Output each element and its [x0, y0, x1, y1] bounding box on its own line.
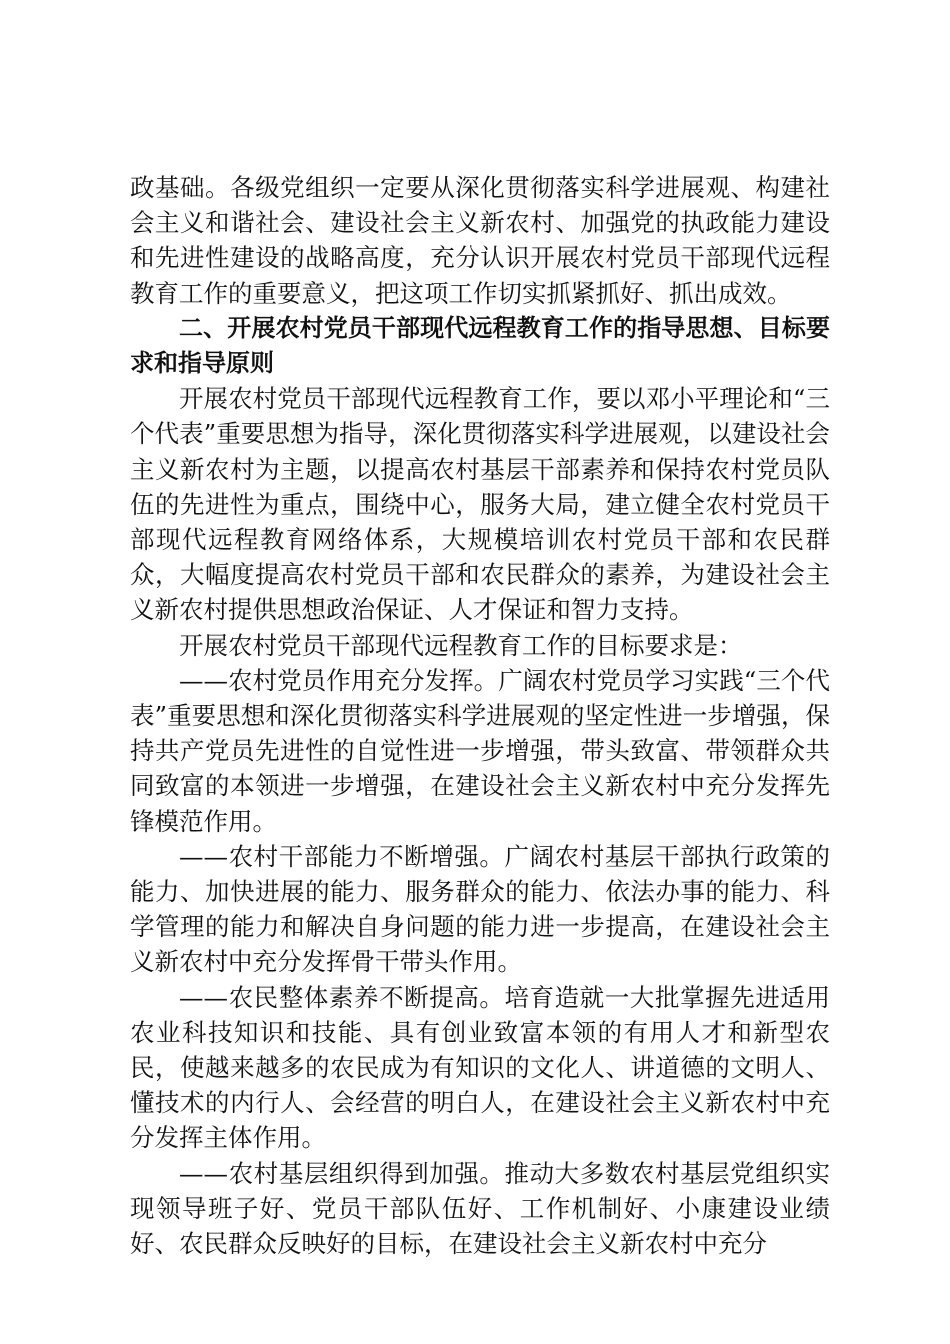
paragraph-guiding-thought: 开展农村党员干部现代远程教育工作，要以邓小平理论和“三个代表”重要思想为指导，深化贯彻落实科学进展观，以建设社会主义新农村为主题，以提高农村基层干部素养和保持农村党员队伍的先进性为重点，围绕中心，服务大局，建立健全农村党员干部现代远程教育网络体系，大规模培训农村党员干部和农民群众，大幅度提高农村党员干部和农民群众的素养，为建设社会主义新农村提供思想政治保证、人才保证和智力支持。 [130, 384, 830, 625]
paragraph-goal-grassroots: ——农村基层组织得到加强。推动大多数农村基层党组织实现领导班子好、党员干部队伍好、工作机制好、小康建设业绩好、农民群众反映好的目标，在建设社会主义新农村中充分 [130, 1158, 830, 1259]
document-page [130, 170, 830, 1261]
paragraph-continuation: 政基础。各级党组织一定要从深化贯彻落实科学进展观、构建社会主义和谐社会、建设社会主义新农村、加强党的执政能力建设和先进性建设的战略高度，充分认识开展农村党员干部现代远程教育工作的重要意义，把这项工作切实抓紧抓好、抓出成效。 [130, 173, 830, 308]
paragraph-goal-party-members: ——农村党员作用充分发挥。广阔农村党员学习实践“三个代表”重要思想和深化贯彻落实科学进展观的坚定性进一步增强，保持共产党员先进性的自觉性进一步增强，带头致富、带领群众共同致富的本领进一步增强，在建设社会主义新农村中充分发挥先锋模范作用。 [130, 665, 830, 836]
paragraph-goal-farmers: ——农民整体素养不断提高。培育造就一大批掌握先进适用农业科技知识和技能、具有创业致富本领的有用人才和新型农民，使越来越多的农民成为有知识的文化人、讲道德的文明人、懂技术的内行人、会经营的明白人，在建设社会主义新农村中充分发挥主体作用。 [130, 982, 830, 1153]
paragraph-goals-intro: 开展农村党员干部现代远程教育工作的目标要求是： [179, 630, 743, 660]
section-heading: 二、开展农村党员干部现代远程教育工作的指导思想、目标要求和指导原则 [130, 313, 830, 378]
paragraph-goal-cadres: ——农村干部能力不断增强。广阔农村基层干部执行政策的能力、加快进展的能力、服务群众的能力、依法办事的能力、科学管理的能力和解决自身问题的能力进一步提高，在建设社会主义新农村中充分发挥骨干带头作用。 [130, 841, 830, 977]
